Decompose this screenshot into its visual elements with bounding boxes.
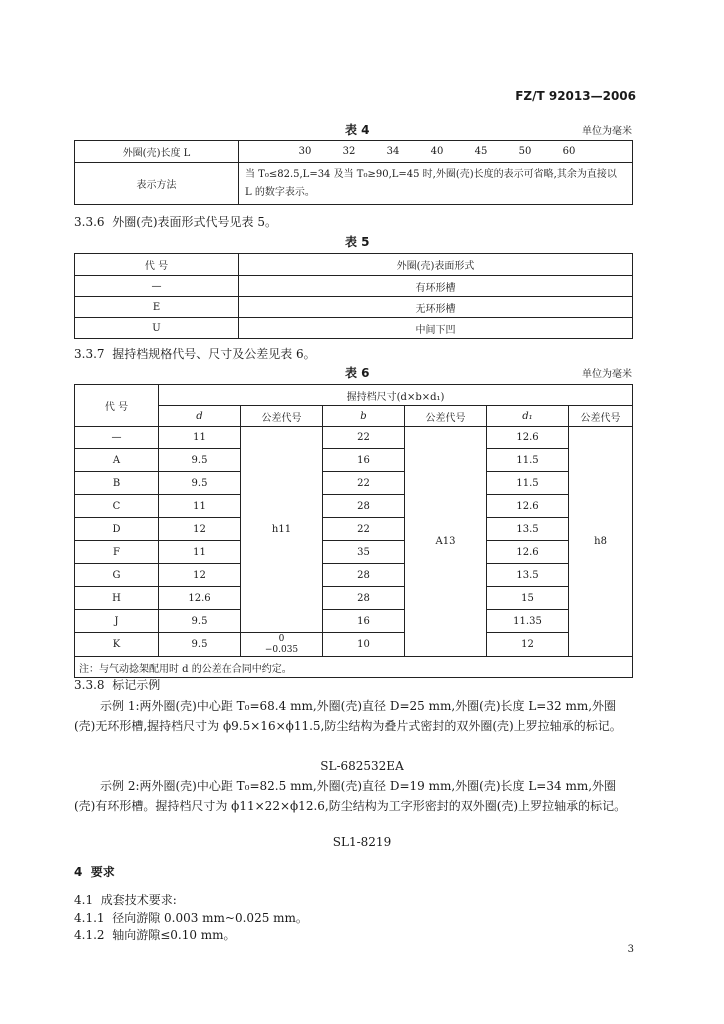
table-cell: 9.5 <box>159 472 241 495</box>
table6-col-tol-b: 公差代号 <box>405 406 487 427</box>
length-value: 40 <box>430 146 444 157</box>
length-value: 50 <box>518 146 532 157</box>
table-cell: 22 <box>323 472 405 495</box>
example-2-code: SL1-8219 <box>332 835 392 849</box>
section-number: 3.3.6 <box>74 215 105 229</box>
table-cell: 28 <box>323 587 405 610</box>
table-cell: 12.6 <box>487 495 569 518</box>
table-cell: 11 <box>159 427 241 449</box>
table-cell: 10 <box>323 633 405 657</box>
length-value: 60 <box>562 146 576 157</box>
table-cell: A <box>75 449 159 472</box>
section-number: 4 <box>74 865 83 879</box>
section-text: 径向游隙 0.003 mm~0.025 mm。 <box>112 911 308 925</box>
section-3-3-7 <box>74 345 316 362</box>
section-text: 成套技术要求: <box>100 893 177 907</box>
table4-lengths <box>239 141 633 163</box>
table-cell: — <box>75 427 159 449</box>
table4-length-label: 外圈(壳)长度 L <box>75 141 239 163</box>
table-cell: 9.5 <box>159 633 241 657</box>
table6-unit: 单位为毫米 <box>582 369 632 380</box>
table-cell: 12 <box>487 633 569 657</box>
table5-caption: 表 5 <box>345 235 370 249</box>
table-cell: 11 <box>159 541 241 564</box>
section-number: 4.1 <box>74 893 94 907</box>
section-3-3-6 <box>74 213 277 230</box>
table-cell: K <box>75 633 159 657</box>
table5-head-code: 代 号 <box>75 254 239 276</box>
table-cell: B <box>75 472 159 495</box>
table5 <box>74 253 633 339</box>
table-cell: J <box>75 610 159 633</box>
table-cell: G <box>75 564 159 587</box>
section-3-3-8 <box>74 676 160 693</box>
section-text: 轴向游隙≤0.10 mm。 <box>112 928 236 942</box>
table-cell: 11 <box>159 495 241 518</box>
table-cell: 16 <box>323 610 405 633</box>
table-cell: 35 <box>323 541 405 564</box>
table-cell: 有环形槽 <box>239 276 633 297</box>
table4 <box>74 140 633 205</box>
length-value: 45 <box>474 146 488 157</box>
tol-lower: −0.035 <box>264 644 299 655</box>
table-cell: 9.5 <box>159 610 241 633</box>
table-cell: 13.5 <box>487 518 569 541</box>
table-cell: 9.5 <box>159 449 241 472</box>
table6 <box>74 384 633 678</box>
example-1-code: SL-682532EA <box>320 759 404 773</box>
table4-caption: 表 4 <box>345 123 370 137</box>
table-cell: D <box>75 518 159 541</box>
table-cell: 11.5 <box>487 449 569 472</box>
section-4-1-1 <box>74 909 308 926</box>
section-text: 外圈(壳)表面形式代号见表 5。 <box>112 215 278 229</box>
section-number: 4.1.2 <box>74 928 105 942</box>
table6-note: 注：与气动捻架配用时 d 的公差在合同中约定。 <box>75 657 633 678</box>
table6-col-tol-d1: 公差代号 <box>569 406 633 427</box>
table6-col-d: d <box>159 406 241 427</box>
example-1-text: 示例 1:两外圈(壳)中心距 T₀=68.4 mm,外圈(壳)直径 D=25 mm,外圈(壳)长度 L=32 mm,外圈(壳)无环形槽,握持档尺寸为 ϕ9.5×16×ϕ11.5,防尘结构为叠片式密封的双外圈(壳)上罗拉轴承的标记。 <box>74 699 622 733</box>
table-cell: 12.6 <box>487 541 569 564</box>
section-number: 4.1.1 <box>74 911 105 925</box>
table-cell: 28 <box>323 495 405 518</box>
table-cell: 13.5 <box>487 564 569 587</box>
page-number: 3 <box>627 944 634 955</box>
table6-col-b: b <box>323 406 405 427</box>
example-2-text: 示例 2:两外圈(壳)中心距 T₀=82.5 mm,外圈(壳)直径 D=19 mm,外圈(壳)长度 L=34 mm,外圈(壳)有环形槽。握持档尺寸为 ϕ11×22×ϕ12.6,防尘结构为工字形密封的双外圈(壳)上罗拉轴承的标记。 <box>74 779 627 813</box>
table4-method-label: 表示方法 <box>75 163 239 205</box>
table6-col-d1: d₁ <box>487 406 569 427</box>
section-text: 要求 <box>90 865 115 879</box>
table-cell: 11.5 <box>487 472 569 495</box>
table-cell: 22 <box>323 427 405 449</box>
table6-tol-d1: h8 <box>569 427 633 657</box>
table6-k-tolerance <box>241 633 323 657</box>
table4-method-text: 当 T₀≤82.5,L=34 及当 T₀≥90,L=45 时,外圈(壳)长度的表示可省略,其余为直接以 L 的数字表示。 <box>239 163 633 205</box>
table-cell: 无环形槽 <box>239 297 633 318</box>
length-value: 34 <box>386 146 400 157</box>
section-4 <box>74 863 115 880</box>
table-cell: 28 <box>323 564 405 587</box>
table6-tol-d: h11 <box>241 427 323 633</box>
table-cell: 16 <box>323 449 405 472</box>
table6-tol-b: A13 <box>405 427 487 657</box>
table-cell: 12 <box>159 564 241 587</box>
table-cell: — <box>75 276 239 297</box>
table-cell: 12 <box>159 518 241 541</box>
table-cell: H <box>75 587 159 610</box>
section-text: 握持档规格代号、尺寸及公差见表 6。 <box>112 347 316 361</box>
section-number: 3.3.7 <box>74 347 105 361</box>
tol-upper: 0 <box>278 633 285 644</box>
table6-code-header: 代 号 <box>75 385 159 427</box>
table-cell: 12.6 <box>487 427 569 449</box>
length-value: 30 <box>298 146 312 157</box>
section-4-1-2 <box>74 926 236 943</box>
table4-unit: 单位为毫米 <box>582 126 632 137</box>
table-cell: C <box>75 495 159 518</box>
standard-number: FZ/T 92013—2006 <box>515 89 636 103</box>
section-number: 3.3.8 <box>74 678 105 692</box>
table-cell: U <box>75 318 239 339</box>
section-text: 标记示例 <box>112 678 161 692</box>
section-4-1 <box>74 891 177 908</box>
table6-caption: 表 6 <box>345 366 370 380</box>
table-cell: 11.35 <box>487 610 569 633</box>
table-cell: F <box>75 541 159 564</box>
table-cell: 15 <box>487 587 569 610</box>
table-cell: E <box>75 297 239 318</box>
table-cell: 22 <box>323 518 405 541</box>
table-cell: 中间下凹 <box>239 318 633 339</box>
length-value: 32 <box>342 146 356 157</box>
table-cell: 12.6 <box>159 587 241 610</box>
table6-col-tol-d: 公差代号 <box>241 406 323 427</box>
table6-group-header: 握持档尺寸(d×b×d₁) <box>159 385 633 406</box>
table5-head-desc: 外圈(壳)表面形式 <box>239 254 633 276</box>
